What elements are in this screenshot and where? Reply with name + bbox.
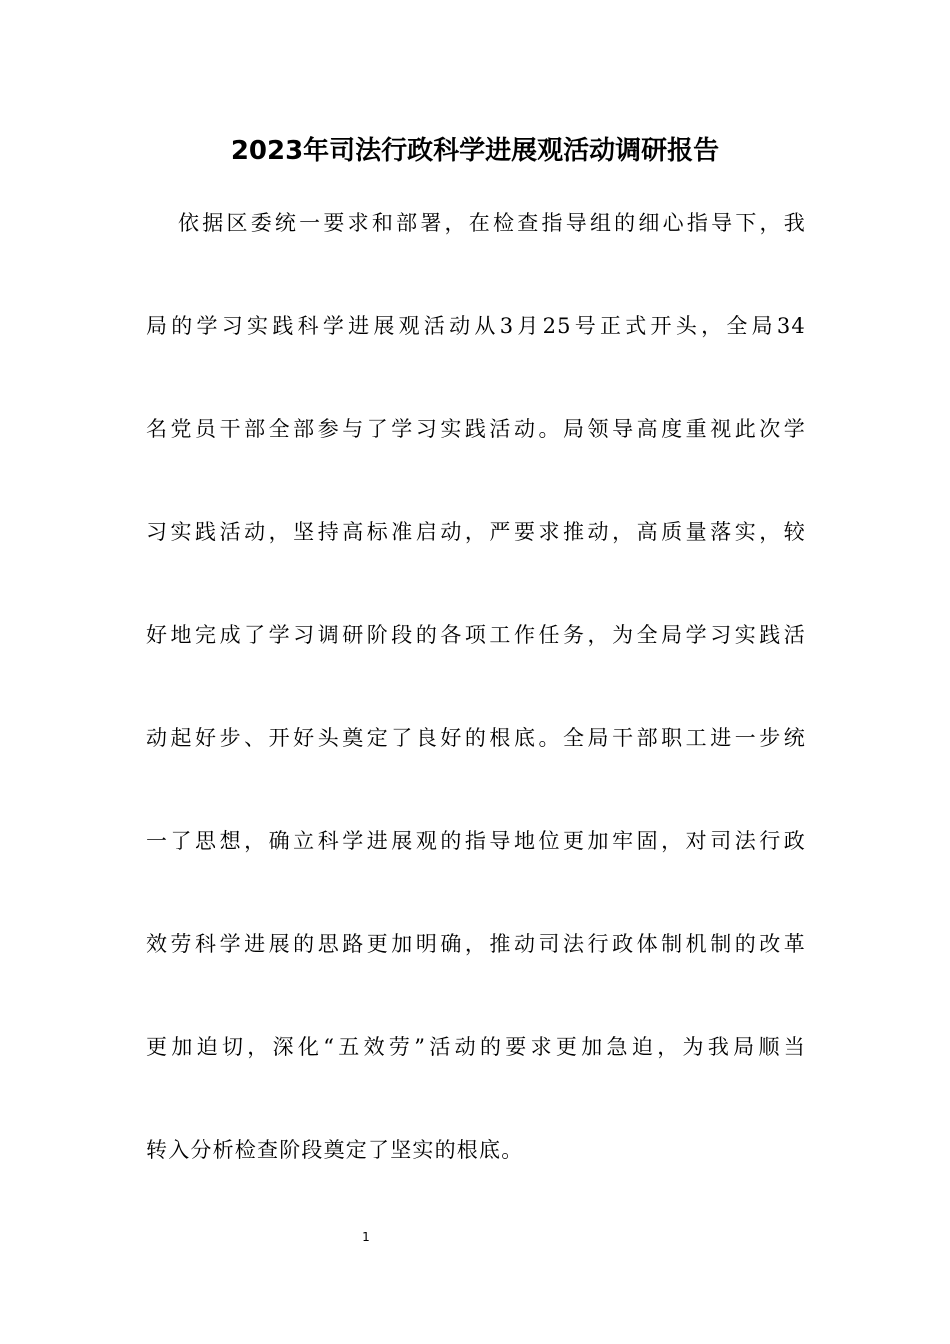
paragraph-line: 效劳科学进展的思路更加明确，推动司法行政体制机制的改革 <box>146 932 806 956</box>
paragraph-line: 更加迫切，深化“五效劳”活动的要求更加急迫，为我局顺当 <box>146 1035 806 1059</box>
document-title: 2023年司法行政科学进展观活动调研报告 <box>230 136 720 166</box>
paragraph-line: 依据区委统一要求和部署，在检查指导组的细心指导下，我 <box>178 211 806 235</box>
paragraph-line: 局的学习实践科学进展观活动从3月25号正式开头，全局34 <box>146 314 806 338</box>
paragraph-line: 好地完成了学习调研阶段的各项工作任务，为全局学习实践活 <box>146 623 806 647</box>
paragraph-line: 名党员干部全部参与了学习实践活动。局领导高度重视此次学 <box>146 417 806 441</box>
paragraph-line: 习实践活动，坚持高标准启动，严要求推动，高质量落实，较 <box>146 520 806 544</box>
paragraph-line: 一了思想，确立科学进展观的指导地位更加牢固，对司法行政 <box>146 829 806 853</box>
page-number: 1 <box>362 1230 370 1244</box>
paragraph-line: 动起好步、开好头奠定了良好的根底。全局干部职工进一步统 <box>146 726 806 750</box>
paragraph-line: 转入分析检查阶段奠定了坚实的根底。 <box>146 1138 524 1162</box>
